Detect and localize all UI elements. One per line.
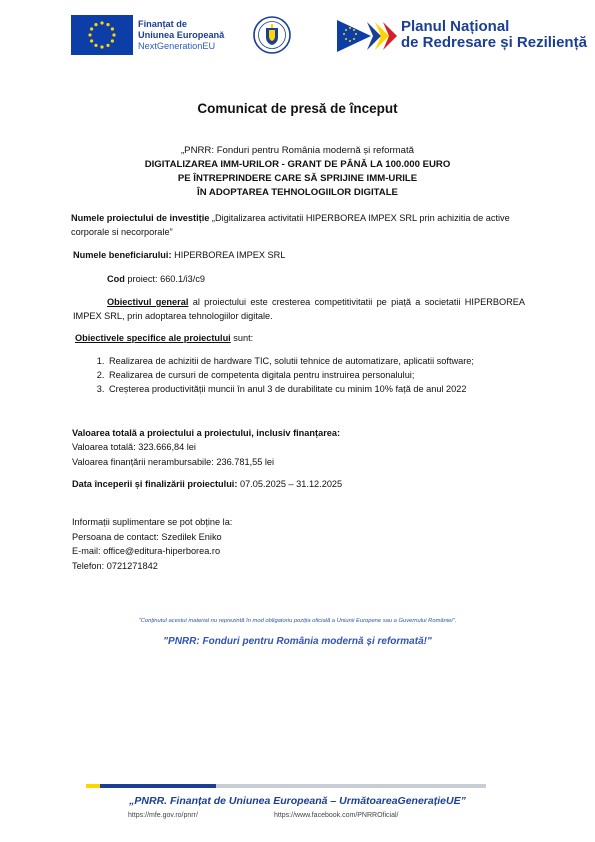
eu-star-icon bbox=[94, 23, 97, 26]
footer-link-facebook[interactable]: https://www.facebook.com/PNRROficial/ bbox=[274, 812, 399, 819]
slogan: "PNRR: Fonduri pentru România modernă și reformată!" bbox=[163, 636, 432, 647]
disclaimer: "Conținutul acestui material nu reprezintă în mod obligatoriu poziția oficială a Uniunii Europene sau a Guvernului României". bbox=[138, 618, 457, 624]
project-dates bbox=[72, 478, 342, 492]
project-name-label: Numele proiectului de investiție bbox=[71, 213, 210, 223]
project-name-value: „Digitalizarea activitatii HIPERBOREA IMPEX SRL prin achizitia de active corporale si necorporale” bbox=[71, 213, 510, 237]
beneficiary-value: HIPERBOREA IMPEX SRL bbox=[171, 250, 286, 260]
eu-star-icon bbox=[111, 39, 114, 42]
eu-star-icon bbox=[94, 44, 97, 47]
eu-flag-icon bbox=[71, 15, 133, 55]
list-item: 1. Realizarea de achizitii de hardware TIC, solutii tehnice de automatizare, aplicatii software; bbox=[107, 354, 557, 368]
program-line3: PE ÎNTREPRINDERE CARE SĂ SPRIJINE IMM-URILE bbox=[177, 173, 418, 184]
eu-line3: NextGenerationEU bbox=[138, 40, 216, 51]
project-code bbox=[107, 273, 205, 287]
project-dates-label: Data începerii și finalizării proiectului: bbox=[72, 479, 238, 489]
eu-star-icon bbox=[90, 39, 93, 42]
grant-value: Valoarea finanțării nerambursabile: 236.781,55 lei bbox=[72, 457, 275, 467]
contact-person: Persoana de contact: Szedilek Eniko bbox=[72, 531, 222, 542]
values-heading: Valoarea totală a proiectului a proiectului, inclusiv finanțarea: bbox=[72, 428, 341, 438]
specific-objectives-list bbox=[77, 354, 557, 396]
eu-line1: Finanțat de bbox=[138, 18, 188, 29]
romanian-government-seal-icon bbox=[253, 15, 291, 55]
eu-star-icon bbox=[106, 44, 109, 47]
eu-star-icon bbox=[90, 27, 93, 30]
total-value: Valoarea totală: 323.666,84 lei bbox=[72, 442, 196, 452]
pnrr-line2: de Redresare și Reziliență bbox=[401, 34, 587, 51]
program-line4: ÎN ADOPTAREA TEHNOLOGIILOR DIGITALE bbox=[197, 187, 398, 198]
page-title: Comunicat de presă de început bbox=[197, 101, 398, 116]
pnrr-logo-text bbox=[401, 19, 587, 51]
footer-text: „PNRR. Finanțat de Uniunea Europeană – UrmătoareaGenerațieUE” bbox=[129, 795, 466, 807]
project-dates-value: 07.05.2025 – 31.12.2025 bbox=[237, 479, 343, 489]
contact-email[interactable]: E-mail: office@editura-hiperborea.ro bbox=[72, 546, 221, 557]
eu-star-icon bbox=[100, 45, 103, 48]
general-objective bbox=[73, 296, 525, 323]
program-line2: DIGITALIZAREA IMM-URILOR - GRANT DE PÂNĂ LA 100.000 EURO bbox=[144, 159, 451, 170]
contact-phone: Telefon: 0721271842 bbox=[72, 560, 158, 571]
footer-link-mfe[interactable]: https://mfe.gov.ro/pnrr/ bbox=[128, 812, 198, 819]
project-name bbox=[71, 212, 526, 239]
pnrr-line1: Planul Național bbox=[401, 18, 510, 35]
project-code-label: Cod bbox=[107, 274, 125, 284]
project-code-value: proiect: 660.1/i3/c9 bbox=[124, 274, 206, 284]
pnrr-logo-icon bbox=[337, 20, 399, 52]
list-item: 2. Realizarea de cursuri de competenta digitala pentru instruirea personalului; bbox=[107, 368, 557, 382]
beneficiary-label: Numele beneficiarului: bbox=[73, 250, 172, 260]
eu-star-icon bbox=[100, 21, 103, 24]
specific-objectives-suffix: sunt: bbox=[230, 333, 254, 343]
program-heading bbox=[60, 144, 535, 200]
eu-star-icon bbox=[111, 27, 114, 30]
contact-intro: Informații suplimentare se pot obține la: bbox=[72, 517, 233, 527]
eu-logo-text bbox=[138, 19, 224, 52]
contact-block bbox=[72, 515, 232, 573]
footer-color-bar bbox=[86, 775, 486, 779]
eu-funding-logo bbox=[71, 15, 239, 55]
list-item: 3. Creșterea productivității muncii în anul 3 de durabilitate cu minim 10% față de anul 2022 bbox=[107, 382, 557, 396]
specific-objectives-label: Obiectivele specifice ale proiectului bbox=[75, 333, 231, 343]
eu-line2: Uniunea Europeană bbox=[138, 29, 225, 40]
eu-star-icon bbox=[112, 33, 115, 36]
program-line1: „PNRR: Fonduri pentru România modernă și reformată bbox=[180, 145, 414, 156]
specific-objectives-heading bbox=[75, 332, 253, 346]
eu-star-icon bbox=[106, 23, 109, 26]
general-objective-label: Obiectivul general bbox=[107, 297, 189, 307]
general-objective-value: al proiectului este cresterea competitivitatii pe piață a societatii HIPERBOREA IMPEX SRL, prin adoptarea tehnologiilor digitale. bbox=[73, 297, 526, 321]
eu-star-icon bbox=[88, 33, 91, 36]
beneficiary bbox=[73, 249, 285, 263]
